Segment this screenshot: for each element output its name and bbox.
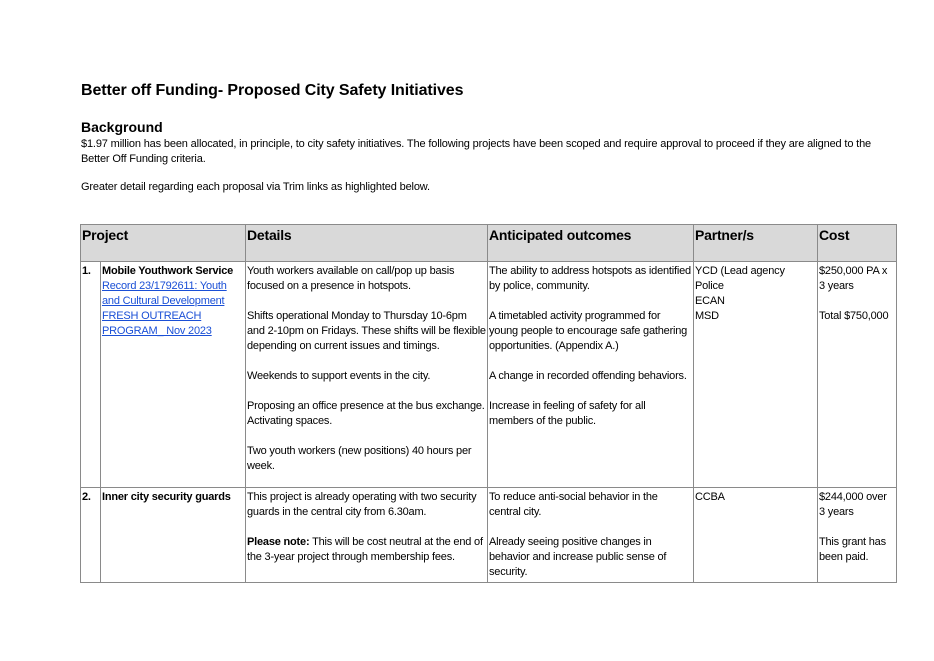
project-cell [101, 488, 246, 583]
cost-cell [818, 262, 897, 488]
header-details: Details [246, 225, 488, 262]
partner-item: Police [695, 280, 724, 292]
table-header-row [81, 225, 897, 262]
outcome-paragraph: A change in recorded offending behaviors. [489, 370, 687, 382]
outcome-paragraph: A timetabled activity programmed for young people to encourage safe gathering opportunities. (Appendix A.) [489, 310, 688, 352]
header-cost: Cost [818, 225, 897, 262]
header-anticipated-outcomes: Anticipated outcomes [488, 225, 694, 262]
header-partners: Partner/s [694, 225, 818, 262]
row-number: 2. [81, 488, 101, 583]
partners-cell [694, 262, 818, 488]
header-project: Project [81, 225, 246, 262]
partner-item: ECAN [695, 295, 725, 307]
details-paragraph: Proposing an office presence at the bus exchange. Activating spaces. [247, 400, 485, 427]
outcome-paragraph: To reduce anti-social behavior in the central city. [489, 491, 658, 518]
details-paragraph: Youth workers available on call/pop up basis focused on a presence in hotspots. [247, 265, 455, 292]
outcome-paragraph: The ability to address hotspots as identified by police, community. [489, 265, 691, 292]
details-note-paragraph [247, 535, 486, 565]
cost-note: This grant has been paid. [819, 536, 886, 563]
details-paragraph: Two youth workers (new positions) 40 hours per week. [247, 445, 472, 472]
intro-paragraph: $1.97 million has been allocated, in principle, to city safety initiatives. The following projects have been scoped and require approval to proceed if they are aligned to the Better Off Funding criteria. [81, 138, 872, 165]
partner-item: MSD [695, 310, 719, 322]
project-name: Mobile Youthwork Service [102, 265, 234, 277]
cost-total: Total $750,000 [819, 310, 889, 322]
details-cell [246, 262, 488, 488]
cost-line: $244,000 over 3 years [819, 491, 887, 518]
partner-item: CCBA [695, 491, 725, 503]
projects-table [80, 224, 897, 583]
details-cell [246, 488, 488, 583]
document-title: Better off Funding- Proposed City Safety Initiatives [81, 82, 464, 99]
details-paragraph: Weekends to support events in the city. [247, 370, 431, 382]
background-heading: Background [81, 119, 163, 135]
outcome-paragraph: Increase in feeling of safety for all members of the public. [489, 400, 646, 427]
cost-line: $250,000 PA x 3 years [819, 265, 888, 292]
table-row [81, 488, 897, 583]
please-note-text: This will be cost neutral at the end of the 3-year project through membership fees. [247, 536, 483, 563]
please-note-label: Please note: [247, 536, 310, 548]
row-number: 1. [81, 262, 101, 488]
cost-cell [818, 488, 897, 583]
trim-links-note: Greater detail regarding each proposal via Trim links as highlighted below. [81, 181, 430, 193]
outcomes-cell [488, 488, 694, 583]
partner-item: YCD (Lead agency [695, 265, 785, 277]
details-paragraph: Shifts operational Monday to Thursday 10-6pm and 2-10pm on Fridays. These shifts will be flexible depending on current issues and timings. [247, 310, 486, 352]
project-name: Inner city security guards [102, 491, 231, 503]
outcome-paragraph: Already seeing positive changes in behavior and increase public sense of security. [489, 536, 667, 578]
table-row [81, 262, 897, 488]
partners-cell [694, 488, 818, 583]
details-paragraph: This project is already operating with two security guards in the central city from 6.30am. [247, 491, 477, 518]
project-cell [101, 262, 246, 488]
outcomes-cell [488, 262, 694, 488]
trim-record-link[interactable]: Record 23/1792611: Youth and Cultural Development FRESH OUTREACH PROGRAM_ Nov 2023 [102, 280, 227, 337]
